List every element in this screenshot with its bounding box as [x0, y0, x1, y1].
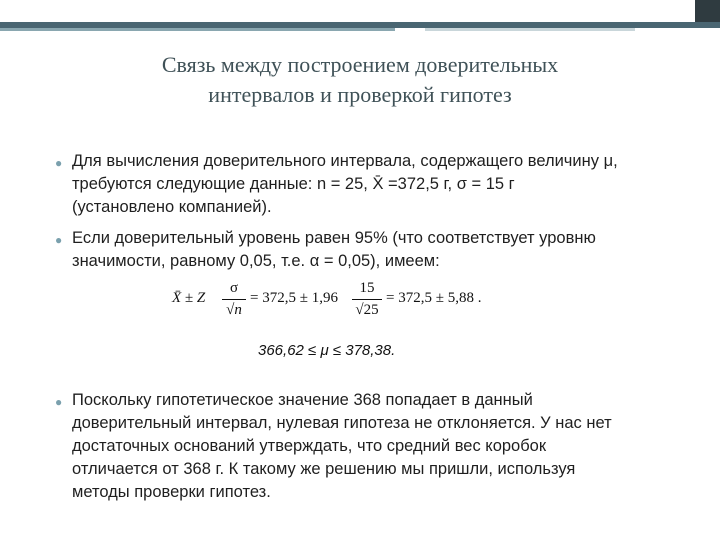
formula-denominator: √25 [355, 302, 379, 318]
formula-fraction-bar-2 [352, 299, 382, 300]
formula-fraction-bar-1 [222, 299, 246, 300]
bullet-1 [72, 150, 692, 219]
bullet-2-line-2: значимости, равному 0,05, т.е. α = 0,05), имеем: [72, 252, 440, 270]
bullet-3-line-4: отличается от 368 г. К такому же решению мы пришли, используя [72, 460, 576, 478]
bullet-2 [72, 227, 692, 273]
bullet-1-line-3: (установлено компанией). [72, 198, 272, 216]
formula-lhs: X̄ ± Z [172, 290, 206, 306]
bullet-3-line-2: доверительный интервал, нулевая гипотеза не отклоняется. У нас нет [72, 414, 612, 432]
title-line-1: Связь между построением доверительных [161, 52, 559, 77]
bullet-1-line-2: требуются следующие данные: n = 25, X̄ =372,5 г, σ = 15 г [72, 175, 515, 193]
bullet-3-line-1: Поскольку гипотетическое значение 368 попадает в данный [72, 391, 533, 409]
formula-sqrt-n: √n [226, 302, 242, 318]
formula-eq2: = 372,5 ± 5,88 . [386, 290, 482, 306]
bullet-3-line-3: достаточных оснований утверждать, что средний вес коробок [72, 437, 547, 455]
formula-sigma: σ [229, 280, 239, 296]
bullet-3 [72, 389, 692, 504]
title-line-2: интервалов и проверкой гипотез [208, 82, 512, 107]
header-accent-right [425, 28, 635, 31]
bullet-2-line-1: Если доверительный уровень равен 95% (что соответствует уровню [72, 229, 596, 247]
bullet-marker-3: ● [55, 395, 63, 409]
formula-numerator: 15 [359, 280, 375, 296]
formula-eq1: = 372,5 ± 1,96 [250, 290, 338, 306]
bullet-1-line-1: Для вычисления доверительного интервала, содержащего величину μ, [72, 152, 618, 170]
header-band [0, 0, 720, 22]
ci-formula [172, 280, 532, 328]
header-accent-left [0, 28, 395, 31]
slide-title [60, 50, 660, 110]
bullet-3-line-5: методы проверки гипотез. [72, 483, 271, 501]
confidence-interval: 366,62 ≤ μ ≤ 378,38. [258, 342, 396, 359]
bullet-marker-1: ● [55, 156, 63, 170]
bullet-marker-2: ● [55, 233, 63, 247]
corner-block [695, 0, 720, 22]
